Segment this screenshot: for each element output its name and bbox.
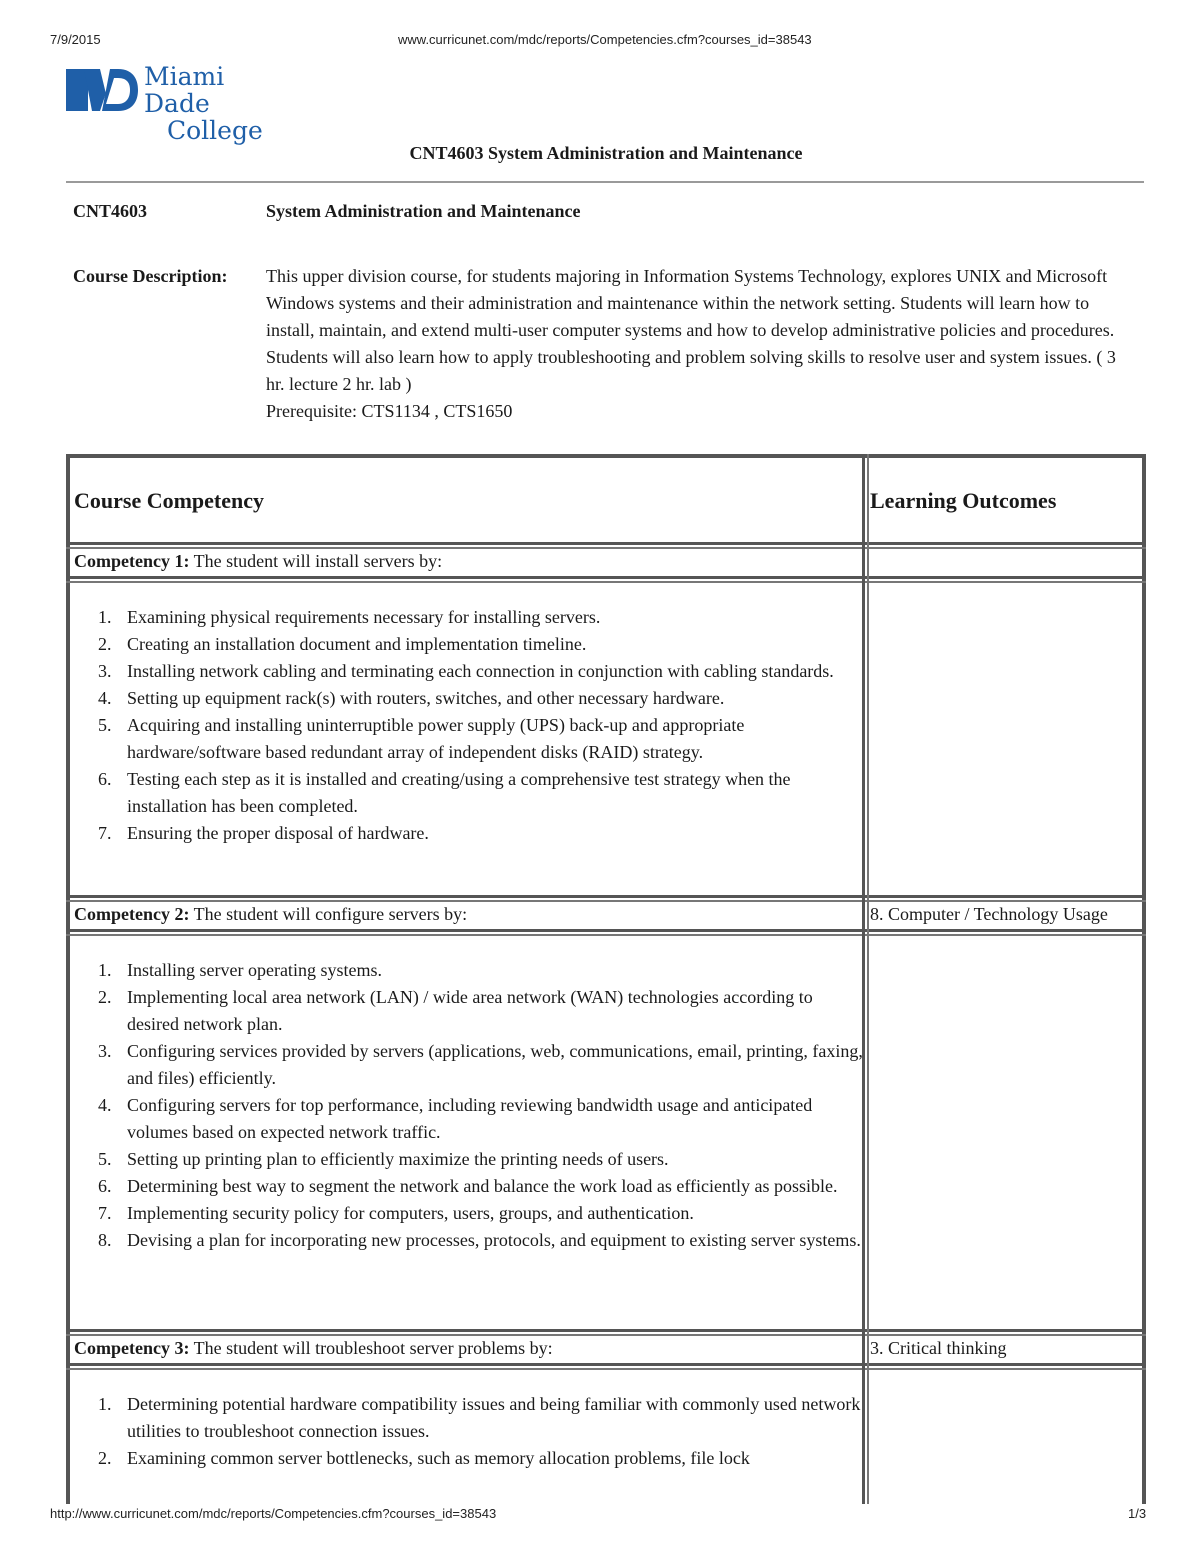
table-rule <box>66 1334 1146 1336</box>
logo-line-2: College <box>167 116 263 145</box>
competency-label: Competency 2: <box>74 904 190 924</box>
competency-label: Competency 1: <box>74 551 190 571</box>
description-text: This upper division course, for students majoring in Information Systems Technology, explores UNIX and Microsoft Windows systems and their administration and maintenance within the network setting. Students will learn how to install, maintain, and extend multi-user computer systems and how to develop administrative policies and procedures. Students will also learn how to apply troubleshooting and problem solving skills to resolve user and system issues. ( 3 hr. lecture 2 hr. lab ) <box>266 266 1116 394</box>
competency-text: The student will configure servers by: <box>189 904 468 924</box>
college-logo <box>66 62 296 145</box>
list-item: 2. Examining common server bottlenecks, such as memory allocation problems, file lock <box>98 1448 750 1468</box>
college-logo-text <box>144 63 296 144</box>
table-rule <box>66 542 1146 545</box>
table-rule <box>66 1329 1146 1332</box>
competency-1-list <box>74 604 864 847</box>
list-item: 8. Devising a plan for incorporating new processes, protocols, and equipment to existing server systems. <box>98 1230 861 1250</box>
competency-2-outcome: 8. Computer / Technology Usage <box>870 904 1108 924</box>
course-code: CNT4603 <box>73 201 148 221</box>
list-item: 1. Examining physical requirements necessary for installing servers. <box>98 607 601 627</box>
table-rule <box>66 895 1146 898</box>
list-item: 6. Determining best way to segment the network and balance the work load as efficiently as possible. <box>98 1176 838 1196</box>
competency-3-outcome: 3. Critical thinking <box>870 1338 1007 1358</box>
table-rule <box>66 581 1146 583</box>
title-divider <box>66 181 1144 183</box>
table-rule <box>66 576 1146 579</box>
prerequisite-text: Prerequisite: CTS1134 , CTS1650 <box>266 401 513 421</box>
competency-2-list <box>74 957 864 1254</box>
table-rule <box>66 929 1146 932</box>
list-item: 5. Acquiring and installing uninterruptible power supply (UPS) back-up and appropriate hardware/software based redundant array of independent disks (RAID) strategy. <box>98 715 745 762</box>
competency-1-heading <box>74 551 442 572</box>
table-rule <box>66 1363 1146 1366</box>
table-column-divider <box>867 454 869 1504</box>
column-header-outcomes: Learning Outcomes <box>870 488 1057 513</box>
list-item: 5. Setting up printing plan to efficiently maximize the printing needs of users. <box>98 1149 669 1169</box>
competency-2-heading <box>74 904 467 925</box>
list-item: 3. Installing network cabling and terminating each connection in conjunction with cabling standards. <box>98 661 834 681</box>
table-rule <box>66 547 1146 549</box>
document-title: CNT4603 System Administration and Maintenance <box>409 143 803 163</box>
list-item: 2. Implementing local area network (LAN) / wide area network (WAN) technologies according to desired network plan. <box>98 987 813 1034</box>
competency-label: Competency 3: <box>74 1338 190 1358</box>
college-logo-mark <box>66 66 138 114</box>
list-item: 2. Creating an installation document and implementation timeline. <box>98 634 587 654</box>
print-date: 7/9/2015 <box>50 32 101 47</box>
table-rule <box>66 934 1146 936</box>
course-name: System Administration and Maintenance <box>266 201 581 221</box>
list-item: 1. Determining potential hardware compatibility issues and being familiar with commonly used network utilities to troubleshoot connection issues. <box>98 1394 861 1441</box>
footer-url: http://www.curricunet.com/mdc/reports/Competencies.cfm?courses_id=38543 <box>50 1506 497 1521</box>
course-description <box>266 263 1136 425</box>
print-url: www.curricunet.com/mdc/reports/Competencies.cfm?courses_id=38543 <box>398 32 812 47</box>
competency-3-heading <box>74 1338 553 1359</box>
page-number: 1/3 <box>1128 1506 1147 1521</box>
list-item: 3. Configuring services provided by servers (applications, web, communications, email, printing, faxing, and files) efficiently. <box>98 1041 863 1088</box>
list-item: 4. Configuring servers for top performance, including reviewing bandwidth usage and anticipated volumes based on expected network traffic. <box>98 1095 813 1142</box>
column-header-competency: Course Competency <box>74 488 265 513</box>
list-item: 7. Implementing security policy for computers, users, groups, and authentication. <box>98 1203 694 1223</box>
competency-text: The student will troubleshoot server problems by: <box>189 1338 553 1358</box>
list-item: 4. Setting up equipment rack(s) with routers, switches, and other necessary hardware. <box>98 688 725 708</box>
list-item: 1. Installing server operating systems. <box>98 960 382 980</box>
description-label: Course Description: <box>73 266 228 286</box>
competency-text: The student will install servers by: <box>189 551 443 571</box>
table-rule <box>66 1368 1146 1370</box>
table-rule <box>66 900 1146 902</box>
list-item: 7. Ensuring the proper disposal of hardware. <box>98 823 429 843</box>
competency-3-list <box>74 1391 864 1472</box>
logo-line-1: Miami Dade <box>144 62 225 118</box>
list-item: 6. Testing each step as it is installed and creating/using a comprehensive test strategy when the installation has been completed. <box>98 769 791 816</box>
